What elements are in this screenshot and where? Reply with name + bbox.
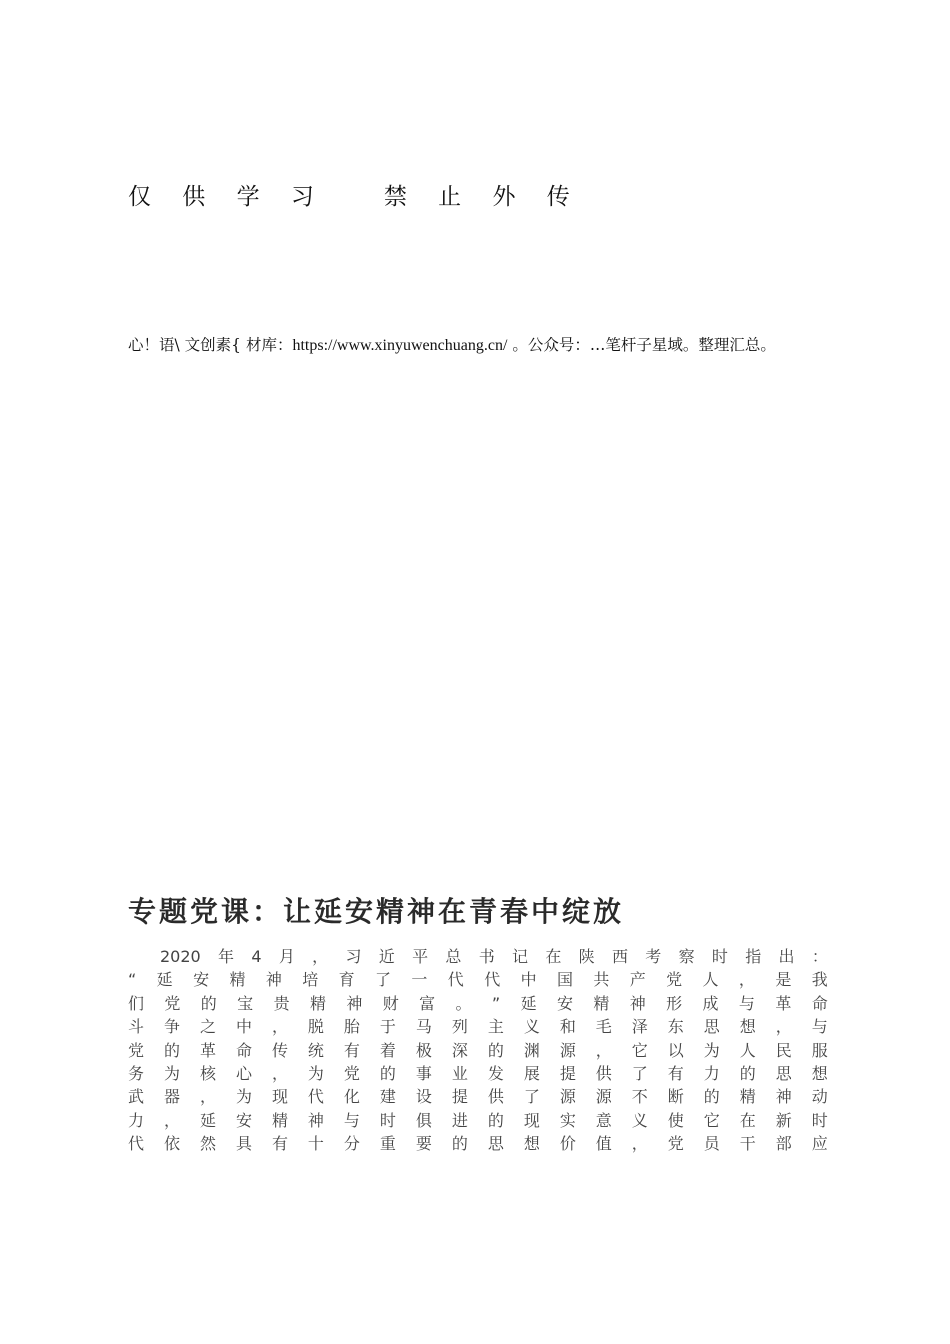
article-token: ，: [595, 1040, 612, 1060]
article-token: 陕: [578, 947, 595, 966]
article-line: [128, 1132, 828, 1155]
article-token: 神: [775, 1087, 792, 1107]
article-token: 安: [556, 993, 573, 1013]
article-token: 义: [631, 1110, 648, 1130]
article-line: [128, 1015, 828, 1038]
article-token: “: [128, 970, 137, 990]
article-token: 它: [631, 1040, 648, 1060]
article-token: 值: [595, 1134, 612, 1154]
article-token: 现: [523, 1110, 540, 1130]
article-token: 源: [559, 1040, 576, 1060]
article-line: [128, 992, 828, 1015]
article-token: 依: [163, 1134, 180, 1154]
article-token: 着: [379, 1040, 396, 1060]
article-token: 胎: [343, 1017, 360, 1037]
article-token: 富: [419, 993, 436, 1013]
article-token: 有: [343, 1040, 360, 1060]
article-token: 了: [631, 1063, 648, 1083]
article-token: 精: [271, 1110, 288, 1130]
article-token: 化: [343, 1087, 360, 1107]
article-token: 渊: [523, 1040, 540, 1060]
article-token: 思: [703, 1017, 720, 1037]
article-token: ，: [271, 1017, 288, 1037]
article-token: 服: [811, 1040, 828, 1060]
article-token: 动: [811, 1087, 828, 1107]
article-token: 重: [379, 1134, 396, 1154]
article-token: 革: [775, 993, 792, 1013]
article-token: 展: [523, 1063, 540, 1083]
article-token: 精: [309, 993, 326, 1013]
article-token: 人: [739, 1040, 756, 1060]
article-token: 极: [415, 1040, 432, 1060]
article-token: 的: [379, 1063, 396, 1083]
article-token: 十: [307, 1134, 324, 1154]
article-token: 争: [163, 1017, 180, 1037]
article-token: 总: [445, 947, 462, 966]
article-token: 之: [199, 1017, 216, 1037]
article-token: 西: [611, 947, 628, 966]
article-token: 源: [595, 1087, 612, 1107]
article-token: 中: [235, 1017, 252, 1037]
article-token: 毛: [595, 1017, 612, 1037]
article-token: 想: [523, 1134, 540, 1154]
article-token: ，: [738, 970, 755, 990]
article-token: 延: [520, 993, 537, 1013]
article-token: 一: [411, 970, 428, 990]
article-token: 与: [811, 1017, 828, 1037]
article-token: 培: [302, 970, 319, 990]
article-token: 时: [379, 1110, 396, 1130]
article-token: 的: [451, 1134, 468, 1154]
article-token: 了: [375, 970, 392, 990]
article-token: 脱: [307, 1017, 324, 1037]
article-token: 中: [520, 970, 537, 990]
article-token: 共: [593, 970, 610, 990]
article-token: 月: [278, 947, 295, 966]
article-token: 部: [775, 1134, 792, 1154]
article-token: 应: [811, 1134, 828, 1154]
article-token: 精: [739, 1087, 756, 1107]
article-token: 是: [775, 970, 792, 990]
source-line: [128, 333, 776, 355]
article-line: [128, 1062, 828, 1085]
article-token: ，: [631, 1134, 648, 1154]
article-token: 党: [164, 993, 181, 1013]
article-line: [128, 1085, 828, 1108]
article-token: 统: [307, 1040, 324, 1060]
article-token: 器: [163, 1087, 180, 1107]
article-token: 力: [703, 1063, 720, 1083]
article-token: 的: [487, 1040, 504, 1060]
article-token: 年: [218, 947, 235, 966]
article-token: 了: [523, 1087, 540, 1107]
article-token: 意: [595, 1110, 612, 1130]
source-url: https://www.xinyuwenchuang.cn/: [292, 337, 508, 354]
article-line: [128, 968, 828, 991]
article-token: 习: [345, 947, 362, 966]
article-token: 与: [738, 993, 755, 1013]
article-token: 新: [775, 1110, 792, 1130]
article-token: 有: [271, 1134, 288, 1154]
article-token: 成: [702, 993, 719, 1013]
article-token: ，: [312, 947, 329, 966]
article-token: 现: [271, 1087, 288, 1107]
article-token: 力: [128, 1110, 145, 1130]
article-token: 为: [703, 1040, 720, 1060]
article-token: 安: [193, 970, 210, 990]
confidential-notice: 仅 供 学 习 禁 止 外 传: [128, 184, 582, 210]
article-token: 精: [593, 993, 610, 1013]
article-token: 的: [703, 1087, 720, 1107]
article-token: 分: [343, 1134, 360, 1154]
article-token: 为: [307, 1063, 324, 1083]
article-token: 事: [415, 1063, 432, 1083]
article-token: 形: [666, 993, 683, 1013]
article-token: 不: [631, 1087, 648, 1107]
article-token: 俱: [415, 1110, 432, 1130]
article-token: 国: [556, 970, 573, 990]
article-token: 与: [343, 1110, 360, 1130]
article-token: 供: [595, 1063, 612, 1083]
article-token: 主: [487, 1017, 504, 1037]
article-token: 为: [235, 1087, 252, 1107]
article-token: 武: [128, 1087, 145, 1107]
article-token: 代: [484, 970, 501, 990]
article-token: 提: [451, 1087, 468, 1107]
article-token: 的: [200, 993, 217, 1013]
article-token: ：: [811, 947, 828, 966]
article-token: 的: [739, 1063, 756, 1083]
article-token: 深: [451, 1040, 468, 1060]
article-token: 的: [163, 1040, 180, 1060]
article-token: 思: [775, 1063, 792, 1083]
article-token: 指: [745, 947, 762, 966]
article-token: 它: [703, 1110, 720, 1130]
article-token: 安: [235, 1110, 252, 1130]
article-token: 近: [378, 947, 395, 966]
article-line: [128, 945, 828, 968]
article-token: 义: [523, 1017, 540, 1037]
article-token: 然: [199, 1134, 216, 1154]
article-token: 的: [487, 1110, 504, 1130]
article-token: 命: [811, 993, 828, 1013]
article-token: 源: [559, 1087, 576, 1107]
article-token: 使: [667, 1110, 684, 1130]
article-token: 神: [265, 970, 282, 990]
article-token: 思: [487, 1134, 504, 1154]
article-token: 干: [739, 1134, 756, 1154]
article-token: 延: [156, 970, 173, 990]
article-token: 宝: [237, 993, 254, 1013]
article-token: 精: [229, 970, 246, 990]
article-token: 产: [629, 970, 646, 990]
article-token: 斗: [128, 1017, 145, 1037]
article-token: 供: [487, 1087, 504, 1107]
article-token: 实: [559, 1110, 576, 1130]
article-token: 记: [512, 947, 529, 966]
article-token: 察: [678, 947, 695, 966]
article-token: ，: [775, 1017, 792, 1037]
article-token: 民: [775, 1040, 792, 1060]
article-token: 为: [163, 1063, 180, 1083]
article-token: 传: [271, 1040, 288, 1060]
article-token: 业: [451, 1063, 468, 1083]
article-token: ，: [199, 1087, 216, 1107]
article-token: 有: [667, 1063, 684, 1083]
article-token: 们: [128, 993, 145, 1013]
source-prefix: 心！语\ 文创素{ 材库：: [128, 336, 293, 354]
article-token: 员: [703, 1134, 720, 1154]
article-token: 我: [811, 970, 828, 990]
article-token: 务: [128, 1063, 145, 1083]
article-token: 神: [346, 993, 363, 1013]
article-token: 时: [711, 947, 728, 966]
article-token: 核: [199, 1063, 216, 1083]
article-token: 设: [415, 1087, 432, 1107]
article-token: 代: [128, 1134, 145, 1154]
article-token: 价: [559, 1134, 576, 1154]
article-token: 进: [451, 1110, 468, 1130]
article-token: 在: [545, 947, 562, 966]
article-token: 革: [199, 1040, 216, 1060]
article-token: 考: [645, 947, 662, 966]
article-token: 想: [811, 1063, 828, 1083]
article-token: 书: [478, 947, 495, 966]
article-token: 建: [379, 1087, 396, 1107]
article-token: ，: [271, 1063, 288, 1083]
article-token: 代: [307, 1087, 324, 1107]
article-token: 代: [447, 970, 464, 990]
article-token: 。: [455, 993, 472, 1013]
article-token: 马: [415, 1017, 432, 1037]
article-token: 人: [702, 970, 719, 990]
article-token: 在: [739, 1110, 756, 1130]
article-token: 时: [811, 1110, 828, 1130]
article-token: 财: [382, 993, 399, 1013]
article-token: 断: [667, 1087, 684, 1107]
article-token: 以: [667, 1040, 684, 1060]
article-line: [128, 1039, 828, 1062]
article-token: 4: [251, 947, 262, 966]
article-token: 平: [412, 947, 429, 966]
article-token: 贵: [273, 993, 290, 1013]
article-token: 要: [415, 1134, 432, 1154]
article-token: 列: [451, 1017, 468, 1037]
article-title: 专题党课：让延安精神在青春中绽放: [128, 895, 625, 928]
article-token: 育: [338, 970, 355, 990]
article-line: [128, 1109, 828, 1132]
article-token: 命: [235, 1040, 252, 1060]
article-token: ，: [163, 1110, 180, 1130]
article-token: 神: [307, 1110, 324, 1130]
article-token: 心: [235, 1063, 252, 1083]
article-token: 提: [559, 1063, 576, 1083]
article-token: 神: [629, 993, 646, 1013]
source-suffix: 。公众号：…笔杆子星域。整理汇总。: [507, 336, 776, 354]
article-token: 党: [128, 1040, 145, 1060]
article-token: 和: [559, 1017, 576, 1037]
article-token: 于: [379, 1017, 396, 1037]
article-token: 东: [667, 1017, 684, 1037]
article-token: 2020: [128, 947, 201, 966]
article-token: 发: [487, 1063, 504, 1083]
article-token: 出: [778, 947, 795, 966]
article-token: 具: [235, 1134, 252, 1154]
article-body: [128, 945, 828, 1156]
article-token: 党: [343, 1063, 360, 1083]
article-token: 党: [666, 970, 683, 990]
article-token: 党: [667, 1134, 684, 1154]
article-token: 想: [739, 1017, 756, 1037]
article-token: ”: [491, 993, 501, 1013]
article-token: 泽: [631, 1017, 648, 1037]
article-token: 延: [199, 1110, 216, 1130]
